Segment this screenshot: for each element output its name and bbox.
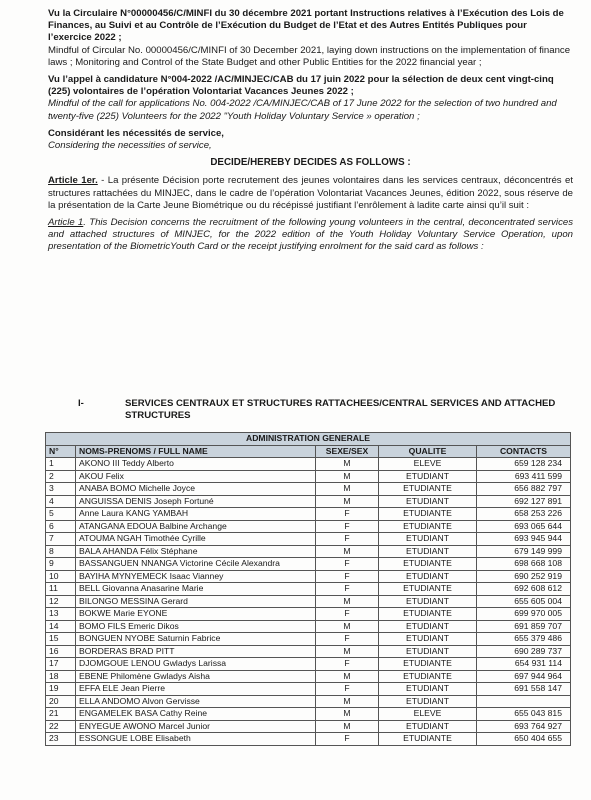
qualite-cell: ETUDIANT [379, 645, 477, 658]
qualite-cell: ETUDIANT [379, 633, 477, 646]
table-group-row [46, 433, 571, 446]
row-number-cell: 10 [46, 570, 76, 583]
qualite-cell: ELEVE [379, 458, 477, 471]
full-name-cell: BELL Giovanna Anasarine Marie [76, 583, 316, 596]
section-title [78, 398, 571, 422]
table-row [46, 645, 571, 658]
full-name-cell: EFFA ELE Jean Pierre [76, 683, 316, 696]
sex-cell: M [316, 470, 379, 483]
sex-cell: F [316, 570, 379, 583]
contact-cell: 693 065 644 [477, 520, 571, 533]
table-row [46, 458, 571, 471]
circular-fr: Vu la Circulaire N°00000456/C/MINFI du 30 décembre 2021 portant Instructions relatives à l’Exécution des Lois de Finances, au Suivi et au Contrôle de l’Exécution du Budget de l’Etat et des Autres Entités Publiques pour l’exercice 2022 ; [48, 8, 564, 44]
preamble [48, 8, 573, 259]
considering-en: Considering the necessities of service, [48, 140, 212, 152]
full-name-cell: BALA AHANDA Félix Stéphane [76, 545, 316, 558]
contact-cell: 693 945 944 [477, 533, 571, 546]
full-name-cell: ELLA ANDOMO Alvon Gervisse [76, 695, 316, 708]
full-name-cell: BAYIHA MYNYEMECK Isaac Vianney [76, 570, 316, 583]
contact-cell: 691 859 707 [477, 620, 571, 633]
contact-cell: 693 764 927 [477, 720, 571, 733]
contact-cell: 690 289 737 [477, 645, 571, 658]
section-number: I- [78, 398, 84, 409]
contact-cell: 679 149 999 [477, 545, 571, 558]
sex-cell: M [316, 670, 379, 683]
sex-cell: M [316, 595, 379, 608]
table-row [46, 520, 571, 533]
row-number-cell: 17 [46, 658, 76, 671]
table-row [46, 733, 571, 746]
full-name-cell: ESSONGUE LOBE Elisabeth [76, 733, 316, 746]
qualite-cell: ETUDIANTE [379, 483, 477, 496]
row-number-cell: 8 [46, 545, 76, 558]
table-row [46, 695, 571, 708]
qualite-cell: ETUDIANTE [379, 558, 477, 571]
sex-cell: F [316, 658, 379, 671]
sex-cell: M [316, 620, 379, 633]
qualite-cell: ETUDIANTE [379, 658, 477, 671]
contact-cell: 699 970 005 [477, 608, 571, 621]
row-number-cell: 15 [46, 633, 76, 646]
sex-cell: M [316, 720, 379, 733]
sex-cell: M [316, 708, 379, 721]
row-number-cell: 12 [46, 595, 76, 608]
table-row [46, 658, 571, 671]
qualite-cell: ETUDIANT [379, 695, 477, 708]
volunteers-table [45, 432, 571, 746]
full-name-cell: EBENE Philomène Gwladys Aisha [76, 670, 316, 683]
call-en: Mindful of the call for applications No. 004-2022 /CA/MINJEC/CAB of 17 June 2022 for the selection of two hundred and twenty-five (225) Volunteers for the 2022 "Youth Holiday Voluntary Service » operation ; [48, 98, 557, 122]
contact-cell [477, 695, 571, 708]
row-number-cell: 3 [46, 483, 76, 496]
circular-paragraph [48, 8, 573, 69]
contact-cell: 693 411 599 [477, 470, 571, 483]
article-fr-head: Article 1er. [48, 175, 98, 187]
qualite-cell: ETUDIANT [379, 533, 477, 546]
qualite-cell: ETUDIANT [379, 470, 477, 483]
table-row [46, 670, 571, 683]
full-name-cell: ANGUISSA DENIS Joseph Fortuné [76, 495, 316, 508]
contact-cell: 697 944 964 [477, 670, 571, 683]
call-paragraph [48, 74, 573, 123]
contact-cell: 690 252 919 [477, 570, 571, 583]
row-number-cell: 6 [46, 520, 76, 533]
sex-cell: F [316, 520, 379, 533]
full-name-cell: BILONGO MESSINA Gerard [76, 595, 316, 608]
row-number-cell: 20 [46, 695, 76, 708]
row-number-cell: 18 [46, 670, 76, 683]
qualite-cell: ETUDIANTE [379, 520, 477, 533]
article-fr [48, 175, 573, 212]
qualite-cell: ETUDIANTE [379, 608, 477, 621]
table-row [46, 533, 571, 546]
qualite-cell: ETUDIANTE [379, 583, 477, 596]
row-number-cell: 14 [46, 620, 76, 633]
sex-cell: M [316, 483, 379, 496]
qualite-cell: ETUDIANT [379, 620, 477, 633]
table-header-row [46, 445, 571, 458]
sex-cell: M [316, 495, 379, 508]
contact-cell: 692 608 612 [477, 583, 571, 596]
article-en [48, 217, 573, 254]
decide-heading: DECIDE/HEREBY DECIDES AS FOLLOWS : [210, 157, 411, 169]
table-row [46, 708, 571, 721]
full-name-cell: BOMO FILS Emeric Dikos [76, 620, 316, 633]
row-number-cell: 21 [46, 708, 76, 721]
table-row [46, 558, 571, 571]
header-sex: SEXE/SEX [316, 445, 379, 458]
sex-cell: F [316, 633, 379, 646]
qualite-cell: ETUDIANT [379, 570, 477, 583]
qualite-cell: ETUDIANT [379, 495, 477, 508]
sex-cell: F [316, 533, 379, 546]
header-contacts: CONTACTS [477, 445, 571, 458]
row-number-cell: 5 [46, 508, 76, 521]
table-row [46, 495, 571, 508]
table-row [46, 583, 571, 596]
full-name-cell: Anne Laura KANG YAMBAH [76, 508, 316, 521]
contact-cell: 656 882 797 [477, 483, 571, 496]
table-row [46, 608, 571, 621]
circular-en: Mindful of Circular No. 00000456/C/MINFI of 30 December 2021, laying down instructions on the implementation of finance laws ; Monitoring and Control of the State Budget and other Public Entities for the 2022 financial year ; [48, 44, 571, 68]
contact-cell: 698 668 108 [477, 558, 571, 571]
table-row [46, 570, 571, 583]
sex-cell: M [316, 545, 379, 558]
contact-cell: 692 127 891 [477, 495, 571, 508]
qualite-cell: ETUDIANT [379, 595, 477, 608]
sex-cell: M [316, 458, 379, 471]
contact-cell: 650 404 655 [477, 733, 571, 746]
article-fr-body: - La présente Décision porte recrutement des jeunes volontaires dans les services centraux, déconcentrés et structures rattachées du MINJEC, dans le cadre de l’opération Volontariat Vacances Jeunes, édition 2022, sous réserve de la présentation de la Carte Jeune Biométrique ou du récépissé justifiant l’enrôlement à ladite carte ainsi qu’il suit : [48, 175, 573, 211]
row-number-cell: 11 [46, 583, 76, 596]
sex-cell: F [316, 508, 379, 521]
row-number-cell: 22 [46, 720, 76, 733]
row-number-cell: 7 [46, 533, 76, 546]
sex-cell: M [316, 695, 379, 708]
row-number-cell: 1 [46, 458, 76, 471]
full-name-cell: BONGUEN NYOBE Saturnin Fabrice [76, 633, 316, 646]
sex-cell: F [316, 608, 379, 621]
table-row [46, 720, 571, 733]
contact-cell: 655 605 004 [477, 595, 571, 608]
table-body [46, 458, 571, 746]
contact-cell: 658 253 226 [477, 508, 571, 521]
table-row [46, 470, 571, 483]
article-en-head: Article 1 [48, 217, 84, 229]
table-row [46, 545, 571, 558]
full-name-cell: ATANGANA EDOUA Balbine Archange [76, 520, 316, 533]
header-qualite: QUALITE [379, 445, 477, 458]
sex-cell: F [316, 733, 379, 746]
row-number-cell: 9 [46, 558, 76, 571]
row-number-cell: 13 [46, 608, 76, 621]
full-name-cell: ATOUMA NGAH Timothée Cyrille [76, 533, 316, 546]
row-number-cell: 23 [46, 733, 76, 746]
table-row [46, 620, 571, 633]
contact-cell: 654 931 114 [477, 658, 571, 671]
considering-paragraph [48, 128, 573, 152]
full-name-cell: BORDERAS BRAD PITT [76, 645, 316, 658]
table-row [46, 595, 571, 608]
row-number-cell: 4 [46, 495, 76, 508]
full-name-cell: ANABA BOMO Michelle Joyce [76, 483, 316, 496]
table-row [46, 483, 571, 496]
table-row [46, 683, 571, 696]
qualite-cell: ETUDIANTE [379, 508, 477, 521]
full-name-cell: ENYEGUE AWONO Marcel Junior [76, 720, 316, 733]
full-name-cell: AKOU Felix [76, 470, 316, 483]
table-row [46, 508, 571, 521]
qualite-cell: ETUDIANTE [379, 733, 477, 746]
qualite-cell: ETUDIANTE [379, 670, 477, 683]
sex-cell: F [316, 583, 379, 596]
header-no: N° [46, 445, 76, 458]
header-name: NOMS-PRENOMS / FULL NAME [76, 445, 316, 458]
sex-cell: M [316, 645, 379, 658]
row-number-cell: 2 [46, 470, 76, 483]
group-title: ADMINISTRATION GENERALE [46, 433, 571, 446]
full-name-cell: DJOMGOUE LENOU Gwladys Larissa [76, 658, 316, 671]
article-en-body: . This Decision concerns the recruitment of the following young volunteers in the central, deconcentrated services and attached structures of MINJEC, for the 2022 edition of the Youth Holiday Voluntary Service Operation, upon presentation of the BiometricYouth Card or the receipt justifying enrolment for the said card as follows : [48, 217, 573, 253]
qualite-cell: ETUDIANT [379, 720, 477, 733]
full-name-cell: ENGAMELEK BASA Cathy Reine [76, 708, 316, 721]
full-name-cell: BOKWE Marie EYONE [76, 608, 316, 621]
sex-cell: F [316, 558, 379, 571]
row-number-cell: 19 [46, 683, 76, 696]
call-fr: Vu l’appel à candidature N°004-2022 /AC/MINJEC/CAB du 17 juin 2022 pour la sélection de deux cent vingt-cinq (225) volontaires de l’opération Volontariat Vacances Jeunes 2022 ; [48, 74, 554, 98]
section-title-text: SERVICES CENTRAUX ET STRUCTURES RATTACHEES/CENTRAL SERVICES AND ATTACHED STRUCTURES [125, 398, 556, 421]
full-name-cell: AKONO III Teddy Alberto [76, 458, 316, 471]
contact-cell: 655 043 815 [477, 708, 571, 721]
sex-cell: F [316, 683, 379, 696]
qualite-cell: ELEVE [379, 708, 477, 721]
considering-fr: Considérant les nécessités de service, [48, 127, 224, 139]
contact-cell: 691 558 147 [477, 683, 571, 696]
table-row [46, 633, 571, 646]
qualite-cell: ETUDIANT [379, 683, 477, 696]
contact-cell: 659 128 234 [477, 458, 571, 471]
full-name-cell: BASSANGUEN NNANGA Victorine Cécile Alexandra [76, 558, 316, 571]
contact-cell: 655 379 486 [477, 633, 571, 646]
row-number-cell: 16 [46, 645, 76, 658]
qualite-cell: ETUDIANT [379, 545, 477, 558]
